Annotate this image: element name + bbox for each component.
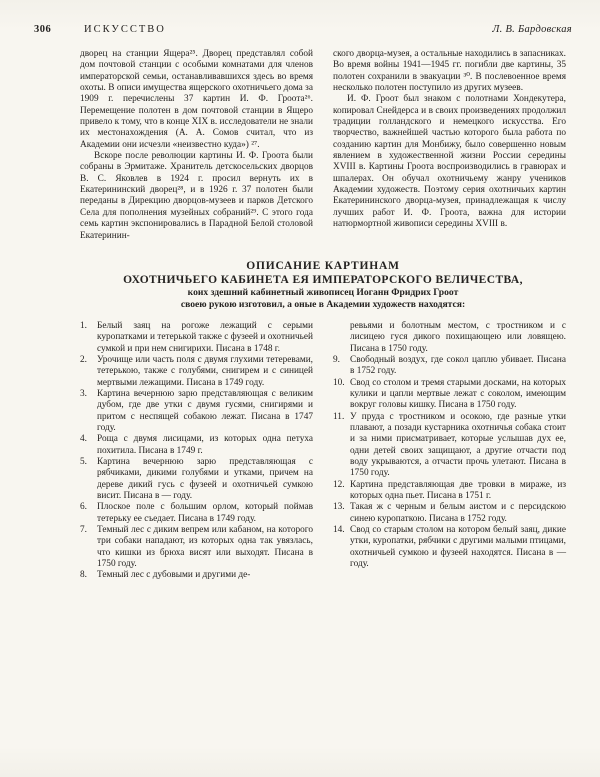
list-item [333, 355, 566, 378]
list-item-text: Темный лес с диким вепрем или кабаном, на которого три собаки нападают, из которых одна так увязлась, что кишки из брюха висят или выходят. Писана в 1750 году. [97, 525, 313, 570]
list-item-text: Свободный воздух, где сокол цаплю убивает. Писана в 1752 году. [350, 354, 566, 377]
list-item-number: 5. [80, 456, 87, 467]
list-item-text: Белый заяц на рогоже лежащий с серыми куропатками и тетерькой также с фузеей и охотничьей сумкой и при нем снигирихи. Писана в 1748 г. [97, 320, 313, 354]
paragraph: ского дворца-музея, а остальные находились в запасниках. Во время войны 1941—1945 гг. погибли две картины, 35 полотен сохранили в эвакуации ³⁰. В послевоенное время несколько полотен поступило из других музеев. [333, 49, 566, 94]
list-item-number: 8. [80, 570, 87, 581]
list-item [80, 502, 313, 525]
list-item-text: У пруда с тростником и осокою, где разные утки плавают, а позади кустарника охотничья собака стоит и за ними присматривает, которые услышав дух ее, одни детей своих защищают, а другие отчасти под воду укрываются, а отчасти прочь улетают. Писана в 1750 году. [350, 411, 566, 479]
list-item [333, 502, 566, 525]
list-item [80, 355, 313, 389]
section-subtitle-line1: коих здешний кабинетный живописец Иоганн Фридрих Гроот [187, 286, 459, 298]
list-item [80, 570, 313, 581]
page-number: 306 [34, 24, 52, 35]
list-item-text: Плоское поле с большим орлом, который поймав тетерьку ее съедает. Писана в 1749 году. [97, 502, 313, 524]
body-columns [80, 49, 566, 242]
body-column-right [333, 49, 566, 242]
list-item-text: Свод со столом и тремя старыми досками, на которых кулики и цапли мертвые лежат с соколом, имеющим вокруг головы кишку. Писана в 1750 году. [350, 377, 566, 411]
paragraph: дворец на станции Ящера²⁵. Дворец представлял собой дом почтовой станции с особыми комнатами для членов императорской семьи, останавливавшихся здесь во время охоты. В описи имущества ящерского охотничьего дома за 1909 г. перечислены 37 картин И. Ф. Гроота²⁶. Перемещение полотен в дом почтовой станции в Ящеро привело к тому, что в конце XIX в. исследователи не знали их местонахождения (А. А. Сомов считал, что из Академии они исчезли «неизвестно куда») ²⁷. [80, 49, 313, 150]
list-item [80, 434, 313, 457]
list-item-number: 14. [333, 525, 345, 536]
list-item-text: Темный лес с дубовыми и другими де- [97, 570, 251, 581]
list-column-left [80, 321, 313, 582]
page-header [34, 24, 572, 35]
list-item-text: Свод со старым столом на котором белый заяц, дикие утки, куропатки, рябчики с другими малыми птицами, охотничьей сумкою и фузеей находятся. Писана в — году. [350, 525, 566, 570]
list-item [80, 457, 313, 502]
list-item [333, 378, 566, 412]
list-item-number: 9. [333, 354, 340, 365]
list-item-text: Картина представляющая две тровки в мираже, из которых одна пьет. Писана в 1751 г. [350, 479, 566, 501]
list-item [80, 525, 313, 570]
list-item [80, 389, 313, 434]
list-item [333, 525, 566, 570]
section-title-line1: ОПИСАНИЕ КАРТИНАМ [246, 259, 400, 272]
paragraph: И. Ф. Гроот был знаком с полотнами Хондекутера, копировал Снейдерса и в своих произведениях продолжил традиции голландского и немецкого искусства. Его творчество, важнейшей частью которого была работа по созданию картин для Монбижу, было совершенно новым явлением в художественной жизни России середины XVIII в. Картины Гроота воспроизводились в гравюрах и шпалерах. Он обучал охотничьему жанру учеников Академии художеств. Поэтому серия охотничьих картин Екатерининского дворца-музея, принадлежащая к числу лучших работ И. Ф. Гроота, важна для истории натюрмортной живописи середины XVIII в. [333, 94, 566, 230]
list-column-right [333, 321, 566, 582]
running-title: ИСКУССТВО [84, 24, 166, 35]
list-item-text: Урочище или часть поля с двумя глухими тетеревами, тетерькою, также с голубями, снигирем и с синицей мертвыми лежащими. Писана в 1749 году. [97, 354, 313, 388]
list-item-text: Картина вечернюю зарю представляющая с рябчиками, дикими голубями и утками, причем на дереве дикий гусь с фузеей и охотничьей сумкою висит. Писана в — году. [97, 456, 313, 501]
list-item-number: 3. [80, 388, 87, 399]
list-item [80, 321, 313, 355]
list-item-number: 13. [333, 502, 345, 513]
list-item-continuation: ревьями и болотным местом, с тростником и с лисицею гуся дикого похищающею или ловящею. Писана в 1750 году. [350, 320, 566, 354]
list-item-number: 7. [80, 525, 87, 536]
list-item-number: 11. [333, 411, 345, 422]
list-item [333, 480, 566, 503]
list-item-number: 10. [333, 377, 345, 388]
list-item-number: 12. [333, 479, 345, 490]
list-item-number: 4. [80, 434, 87, 445]
list-item-text: Роща с двумя лисицами, из которых одна петуха похитила. Писана в 1749 г. [97, 434, 313, 456]
list-item-number: 2. [80, 354, 87, 365]
section-heading [80, 259, 566, 312]
page-content [80, 49, 566, 582]
list-item-text: Картина вечернюю зарю представляющая с великим дубом, где две утки с двумя гусями, снигирями и притом с неспящей собакою лежат. Писана в 1747 году. [97, 388, 313, 433]
list-item-number: 1. [80, 320, 87, 331]
body-column-left [80, 49, 313, 242]
list-columns [80, 321, 566, 582]
paragraph: Вскоре после революции картины И. Ф. Гроота были собраны в Эрмитаже. Хранитель детскосельских дворцов В. С. Яковлев в 1924 г. просил вернуть их в Екатерининский дворец²⁸, и в 1926 г. 37 полотен были переданы в Дирекцию дворцов-музеев и парков Детского Села для пополнения музейных собраний²⁹. С этого года семь картин экспонировались в Парадной Белой столовой Екатеринин- [80, 151, 313, 241]
section-subtitle-line2: своею рукою изготовил, а оные в Академии художеств находятся: [180, 299, 466, 311]
list-item-text: Такая ж с черным и белым аистом и с персидскою синею куропаткою. Писана в 1752 году. [350, 502, 566, 524]
list-item [333, 412, 566, 480]
author-name: Л. В. Бардовская [492, 24, 572, 35]
list-item-number: 6. [80, 502, 87, 513]
section-title-line2: ОХОТНИЧЬЕГО КАБИНЕТА ЕЯ ИМПЕРАТОРСКОГО ВЕЛИЧЕСТВА, [123, 273, 523, 286]
